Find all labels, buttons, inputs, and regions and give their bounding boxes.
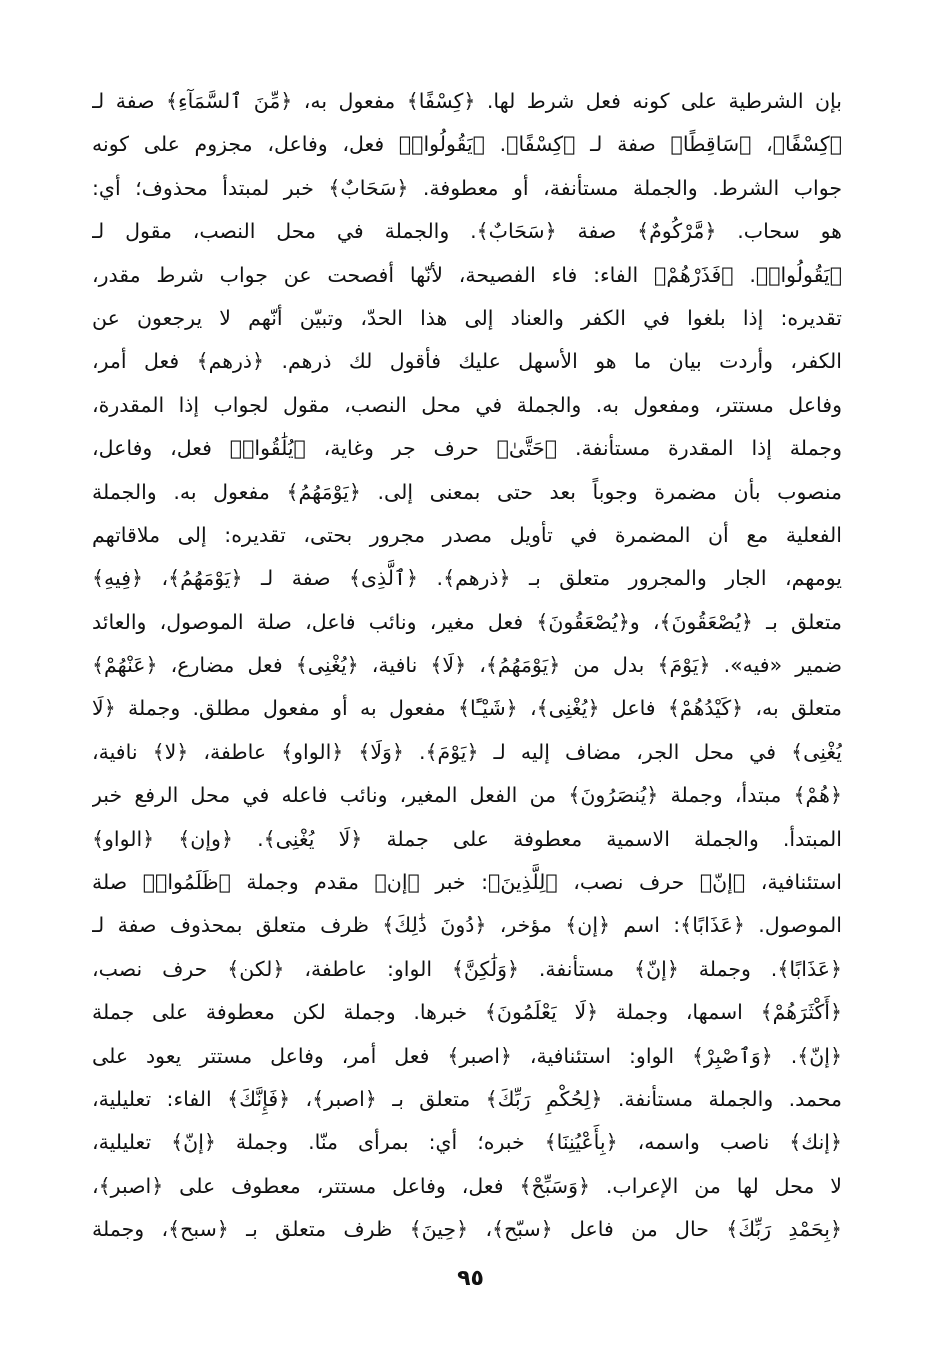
body-text <box>92 80 842 1252</box>
text-line: محمد. والجملة مستأنفة. ﴿لِحُكْمِ رَبِّكَ﴾ متعلق بـ ﴿اصبر﴾، ﴿فَإِنَّكَ﴾ الفاء: تعليلية، <box>92 1086 842 1111</box>
text-line: ضمير «فيه». ﴿يَوْمَ﴾ بدل من ﴿يَوْمَهُمُ﴾، ﴿لَا﴾ نافية، ﴿يُغْنِى﴾ فعل مضارع، ﴿عَنْهُمْ﴾ <box>92 653 842 678</box>
page-number: ٩٥ <box>457 1266 484 1291</box>
text-line: يُغْنِى﴾ في محل الجر، مضاف إليه لـ ﴿يَوْمَ﴾. ﴿وَلَا﴾ ﴿الواو﴾ عاطفة، ﴿لا﴾ نافية، <box>92 739 842 764</box>
text-line: الكفر، وأردت بيان ما هو الأسهل عليك فأقول لك ذرهم. ﴿ذرهم﴾ فعل أمر، <box>92 349 842 374</box>
text-line: منصوب بأن مضمرة وجوباً بعد حتى بمعنى إلى. ﴿يَوْمَهُمُ﴾ مفعول به. والجملة <box>92 479 842 504</box>
text-line: استئنافية، ﴿إنّ﴾ حرف نصب، ﴿لِلَّذِينَ﴾: خبر ﴿إن﴾ مقدم وجملة ﴿ظَلَمُوا۟﴾ صلة <box>92 870 842 895</box>
text-line: ﴿بِحَمْدِ رَبِّكَ﴾ حال من فاعل ﴿سبّح﴾، ﴿حِينَ﴾ ظرف متعلق بـ ﴿سبح﴾، وجملة <box>92 1217 842 1242</box>
text-line: وفاعل مستتر، ومفعول به. والجملة في محل النصب، مقول لجواب إذا المقدرة، <box>92 392 842 417</box>
text-line: ﴿عَذَابًا﴾. وجملة ﴿إنّ﴾ مستأنفة. ﴿وَلَٰكِنَّ﴾ الواو: عاطفة، ﴿لكن﴾ حرف نصب، <box>92 956 842 981</box>
text-line: يومهم، الجار والمجرور متعلق بـ ﴿ذرهم﴾. ﴿ٱلَّذِى﴾ صفة لـ ﴿يَوْمَهُمُ﴾، ﴿فِيهِ﴾ <box>92 566 842 591</box>
text-line: وجملة إذا المقدرة مستأنفة. ﴿حَتَّىٰ﴾ حرف جر وغاية، ﴿يُلَٰقُوا۟﴾ فعل، وفاعل، <box>92 436 842 461</box>
text-line: جواب الشرط. والجملة مستأنفة، أو معطوفة. ﴿سَحَابٌ﴾ خبر لمبتدأ محذوف؛ أي: <box>92 175 842 200</box>
text-line: ﴿أَكْثَرَهُمْ﴾ اسمها، وجملة ﴿لَا يَعْلَمُونَ﴾ خبرها. وجملة لكن معطوفة على جملة <box>92 1000 842 1025</box>
text-line: ﴿هُمْ﴾ مبتدأ، وجملة ﴿يُنصَرُونَ﴾ من الفعل المغير، ونائب فاعله في محل الرفع خبر <box>92 783 842 808</box>
text-line: متعلق بـ ﴿يُصْعَقُونَ﴾، و﴿يُصْعَقُونَ﴾ فعل مغير، ونائب فاعل، صلة الموصول، والعائد <box>92 609 842 634</box>
text-line: بإن الشرطية على كونه فعل شرط لها. ﴿كِسْفًا﴾ مفعول به، ﴿مِّنَ ٱلسَّمَآءِ﴾ صفة لـ <box>92 89 842 113</box>
text-line: الموصول. ﴿عَذَابًا﴾: اسم ﴿إن﴾ مؤخر، ﴿دُونَ ذَٰلِكَ﴾ ظرف متعلق بمحذوف صفة لـ <box>92 913 842 938</box>
text-line: متعلق به، ﴿كَيْدُهُمْ﴾ فاعل ﴿يُغْنِى﴾، ﴿شَيْـًٔا﴾ مفعول به أو مفعول مطلق. وجملة ﴿لَا <box>92 696 842 721</box>
text-line: ﴿إنّ﴾. ﴿وَٱصْبِرْ﴾ الواو: استئنافية، ﴿اصبر﴾ فعل أمر، وفاعل مستتر يعود على <box>92 1043 842 1068</box>
text-line: ﴿يَقُولُوا۟﴾. ﴿فَذَرْهُمْ﴾ الفاء: فاء الفصيحة، لأنّها أفصحت عن جواب شرط مقدر، <box>92 262 842 287</box>
text-line: ﴿كِسْفًا﴾، ﴿سَاقِطًا﴾ صفة لـ ﴿كِسْفًا﴾. ﴿يَقُولُوا۟﴾ فعل، وفاعل، مجزوم على كونه <box>92 132 842 157</box>
text-line: الفعلية مع أن المضمرة في تأويل مصدر مجرور بحتى، تقديره: إلى ملاقاتهم <box>92 522 842 547</box>
text-line: لا محل لها من الإعراب. ﴿وَسَبِّحْ﴾ فعل، وفاعل مستتر، معطوف على ﴿اصبر﴾، <box>92 1173 842 1198</box>
text-line: تقديره: إذا بلغوا في الكفر والعناد إلى هذا الحدّ، وتبيّن أنّهم لا يرجعون عن <box>92 305 842 330</box>
text-line: المبتدأ. والجملة الاسمية معطوفة على جملة ﴿لَا يُغْنِى﴾. ﴿وإن﴾ ﴿الواو﴾ <box>92 826 842 851</box>
text-line: هو سحاب. ﴿مَّرْكُومٌ﴾ صفة ﴿سَحَابٌ﴾. والجملة في محل النصب، مقول لـ <box>92 219 842 244</box>
text-line: ﴿إنك﴾ ناصب واسمه، ﴿بِأَعْيُنِنَا﴾ خبره؛ أي: بمرأى منّا. وجملة ﴿إنّ﴾ تعليلية، <box>92 1130 842 1155</box>
